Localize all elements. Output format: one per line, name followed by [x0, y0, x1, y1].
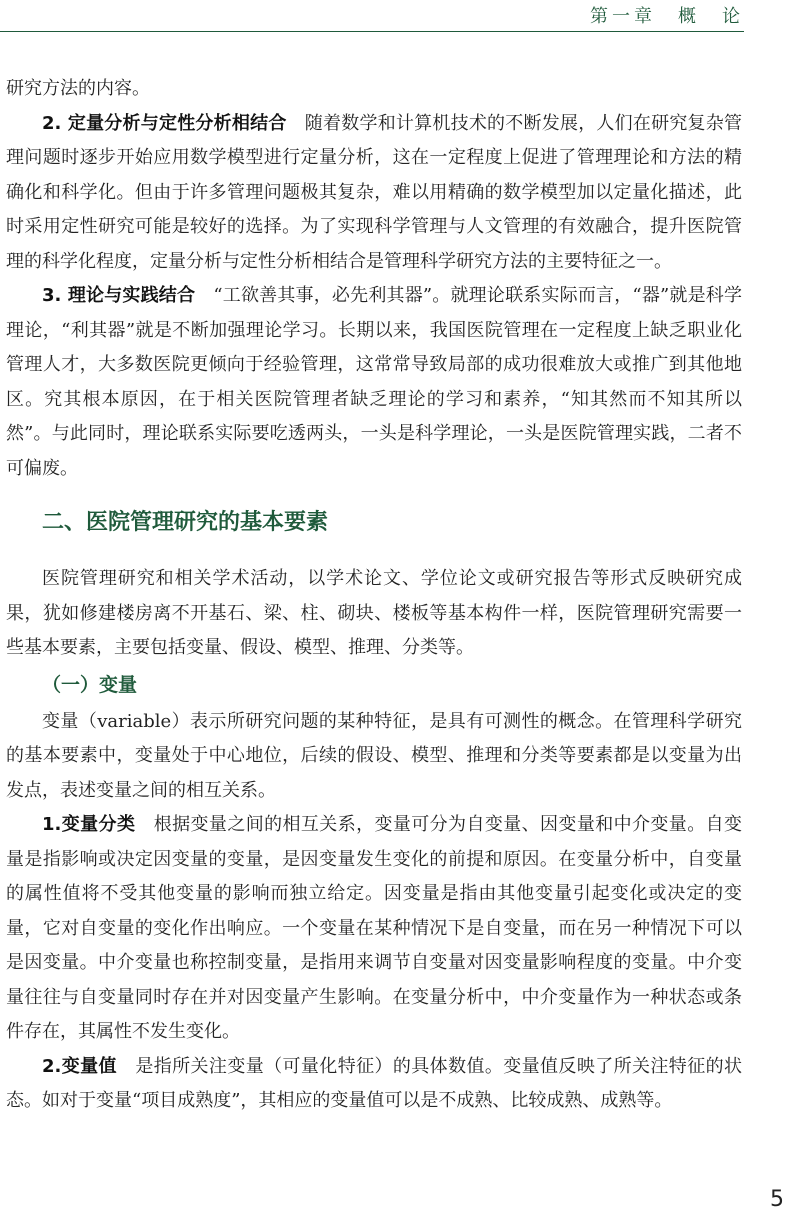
paragraph-variable-value	[6, 1050, 742, 1119]
paragraph-continuation: 研究方法的内容。	[6, 78, 150, 99]
header-rule	[0, 31, 744, 32]
paragraph-text: 随着数学和计算机技术的不断发展，人们在研究复杂管理问题时逐步开始应用数学模型进行定量分析，这在一定程度上促进了管理理论和方法的精确化和科学化。但由于许多管理问题极其复杂，难以用精确的数学模型加以定量化描述，此时采用定性研究可能是较好的选择。为了实现科学管理与人文管理的有效融合，提升医院管理的科学化程度，定量分析与定性分析相结合是管理科学研究方法的主要特征之一。	[6, 112, 742, 272]
running-header: 第一章 概 论	[590, 6, 744, 27]
paragraph-text: 根据变量之间的相互关系，变量可分为自变量、因变量和中介变量。自变量是指影响或决定因变量的变量，是因变量发生变化的前提和原因。在变量分析中，自变量的属性值将不受其他变量的影响而独立给定。因变量是指由其他变量引起变化或决定的变量，它对自变量的变化作出响应。一个变量在某种情况下是自变量，而在另一种情况下可以是因变量。中介变量也称控制变量，是指用来调节自变量对因变量影响程度的变量。中介变量往往与自变量同时存在并对因变量产生影响。在变量分析中，中介变量作为一种状态或条件存在，其属性不发生变化。	[6, 814, 742, 1042]
paragraph-basic-elements: 医院管理研究和相关学术活动，以学术论文、学位论文或研究报告等形式反映研究成果，犹如修建楼房离不开基石、梁、柱、砌块、楼板等基本构件一样，医院管理研究需要一些基本要素，主要包括变量、假设、模型、推理、分类等。	[6, 568, 742, 658]
paragraph-variable-definition: 变量（variable）表示所研究问题的某种特征，是具有可测性的概念。在管理科学研究的基本要素中，变量处于中心地位，后续的假设、模型、推理和分类等要素都是以变量为出发点，表述变量之间的相互关系。	[6, 710, 742, 801]
paragraph-theory-practice	[6, 279, 742, 486]
sub-heading: （一）变量	[42, 673, 138, 696]
page-number: 5	[770, 1187, 784, 1212]
paragraph-lead-title: 3. 理论与实践结合	[42, 285, 196, 306]
paragraph-lead-title: 2.变量值	[42, 1055, 117, 1077]
section-heading: 二、医院管理研究的基本要素	[42, 510, 329, 535]
paragraph-lead-title: 2. 定量分析与定性分析相结合	[42, 112, 287, 134]
paragraph-variable-classification	[6, 808, 742, 1050]
page-body	[6, 72, 742, 1119]
paragraph-quantitative-qualitative	[6, 107, 742, 280]
paragraph-lead-title: 1.变量分类	[42, 814, 136, 835]
paragraph-text: 是指所关注变量（可量化特征）的具体数值。变量值反映了所关注特征的状态。如对于变量“项目成熟度”，其相应的变量值可以是不成熟、比较成熟、成熟等。	[6, 1055, 742, 1111]
paragraph-text: “工欲善其事，必先利其器”。就理论联系实际而言，“器”就是科学理论，“利其器”就是不断加强理论学习。长期以来，我国医院管理在一定程度上缺乏职业化管理人才，大多数医院更倾向于经验管理，这常常导致局部的成功很难放大或推广到其他地区。究其根本原因，在于相关医院管理者缺乏理论的学习和素养，“知其然而不知其所以然”。与此同时，理论联系实际要吃透两头，一头是科学理论，一头是医院管理实践，二者不可偏废。	[6, 285, 742, 479]
